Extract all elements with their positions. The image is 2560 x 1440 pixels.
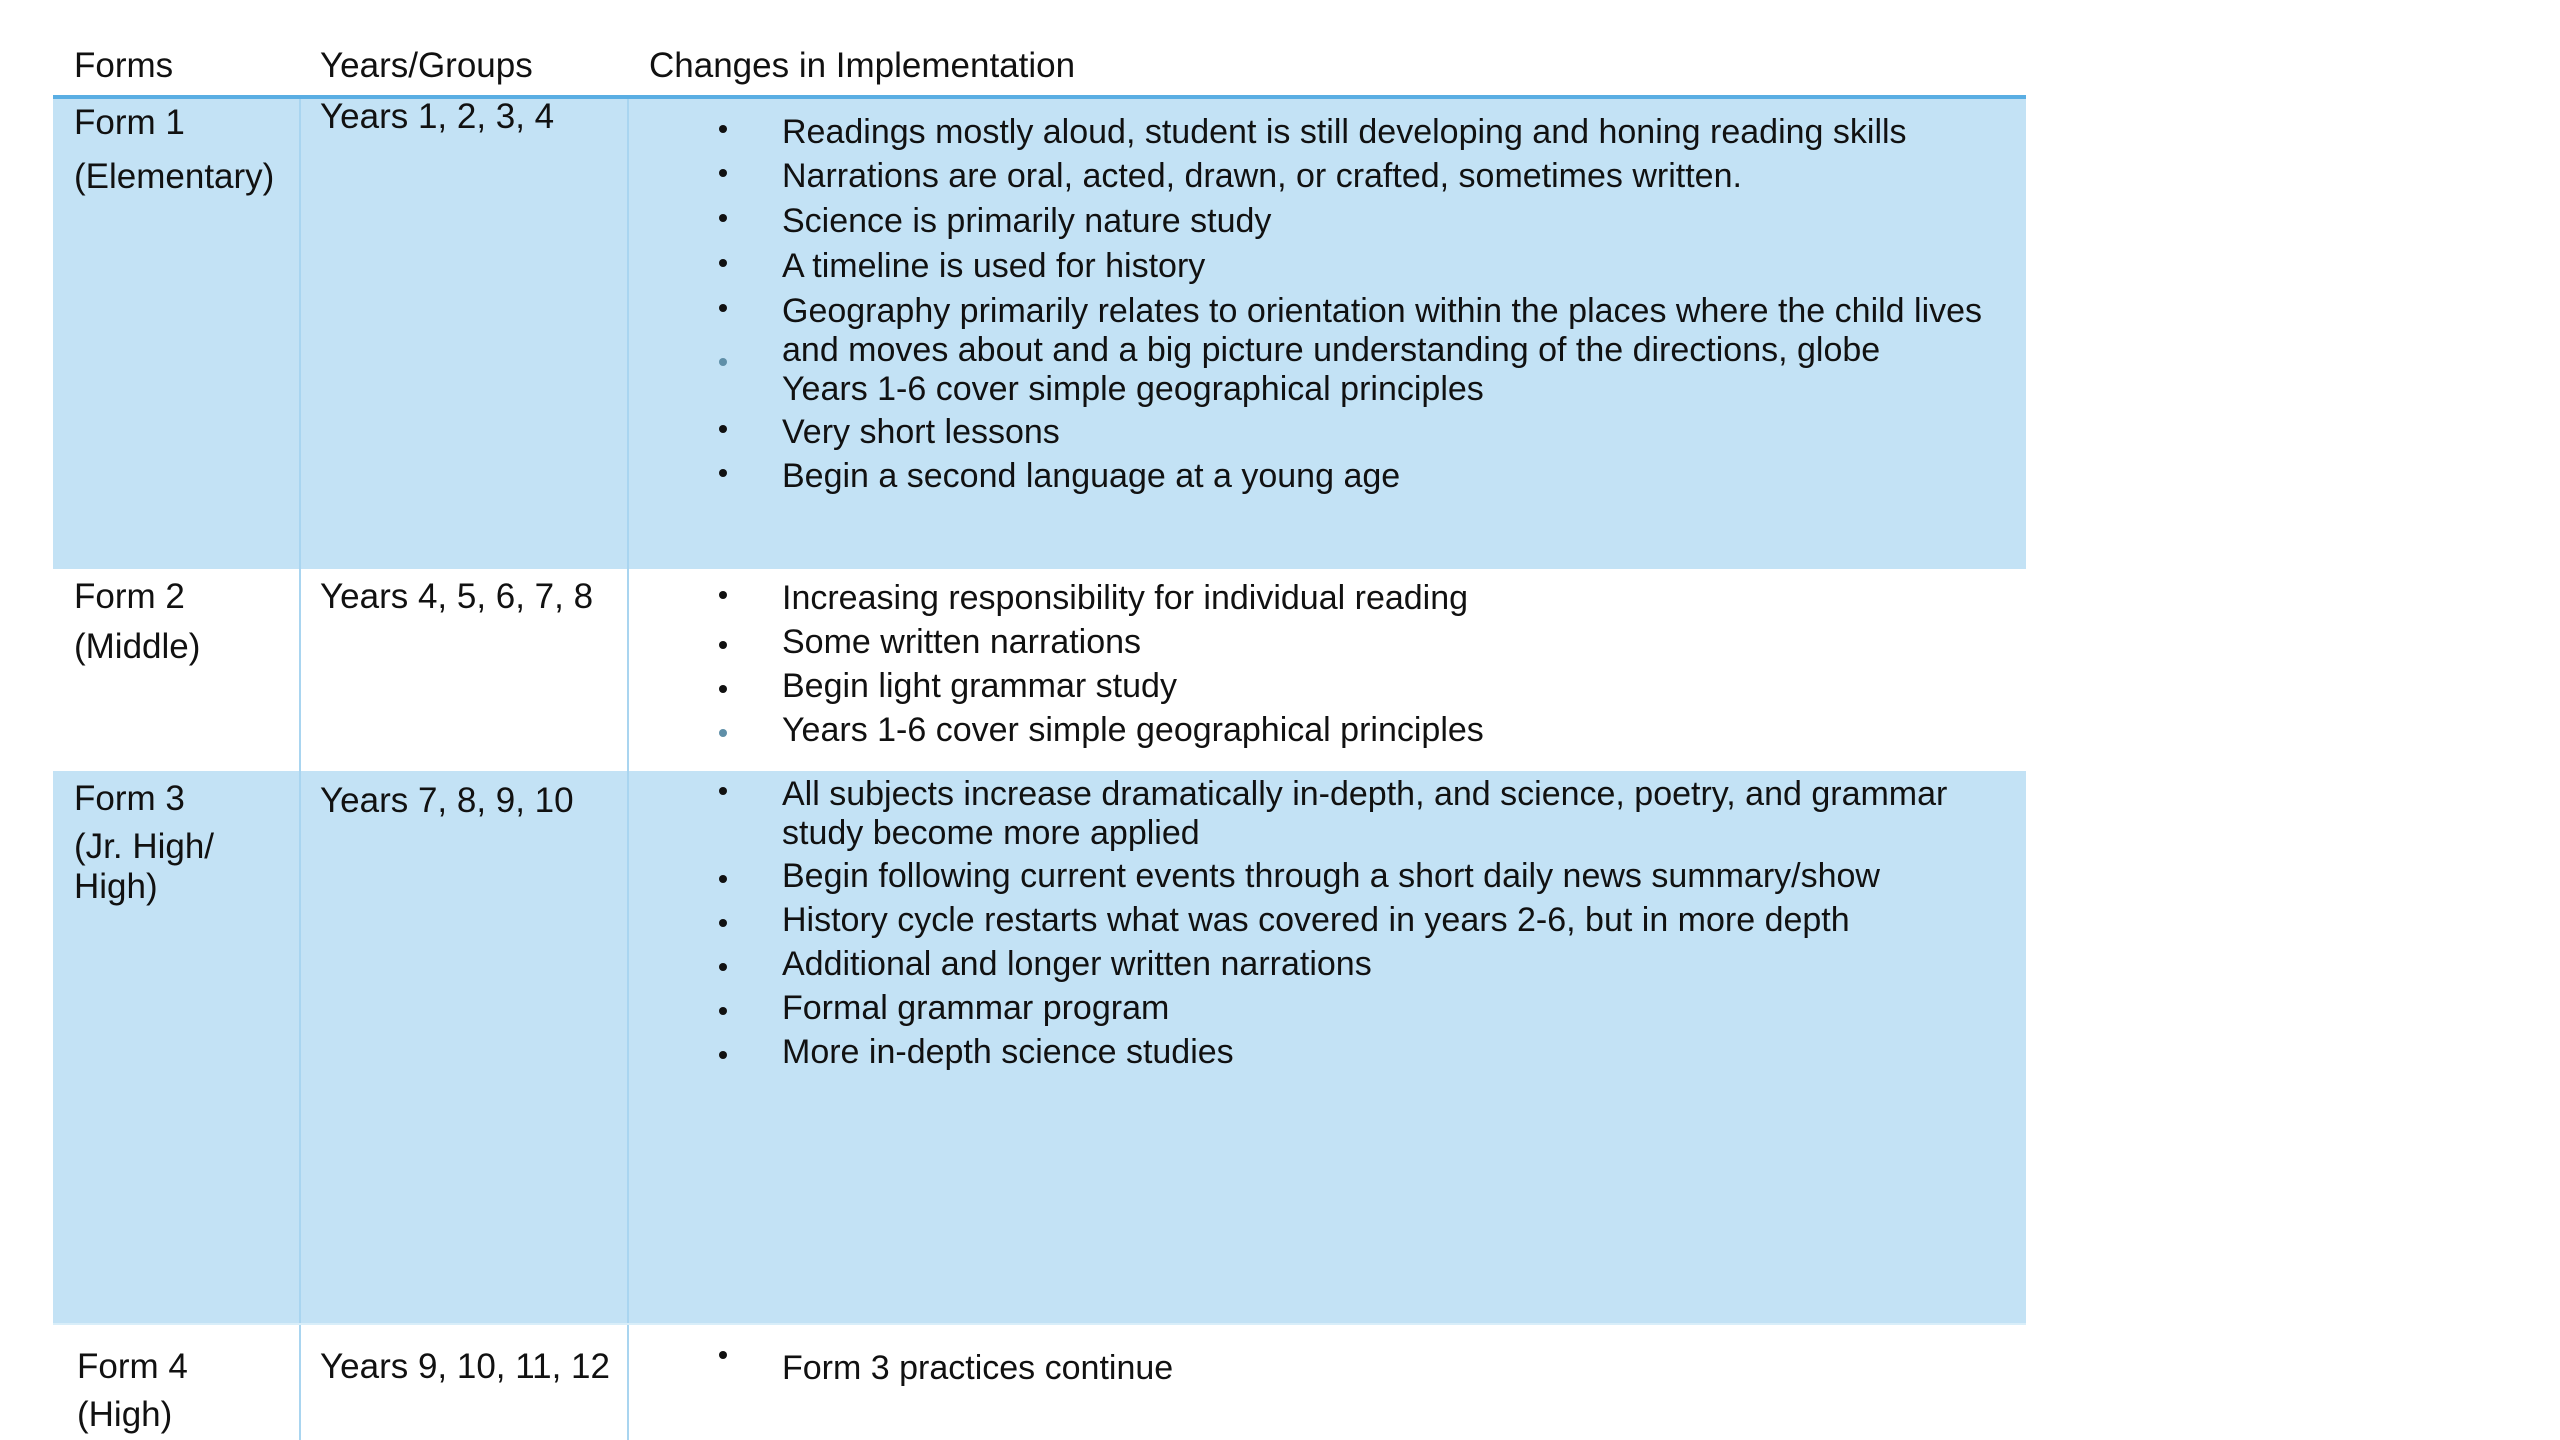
changes-list <box>629 1349 2026 1393</box>
list-item: Additional and longer written narrations <box>629 945 2026 984</box>
table-row-form-1 <box>53 99 2026 569</box>
changes-cell <box>629 771 2026 1323</box>
changes-list <box>629 775 2026 1077</box>
bullet-icon <box>719 304 727 312</box>
list-item: Years 1-6 cover simple geographical principles <box>629 711 2026 750</box>
changes-cell <box>629 99 2026 569</box>
list-item: Geography primarily relates to orientation within the places where the child lives <box>629 292 2026 331</box>
bullet-icon <box>719 919 727 927</box>
form-cell <box>53 1325 301 1440</box>
list-item: study become more applied <box>782 814 1200 852</box>
list-item: Science is primarily nature study <box>629 202 2026 241</box>
years-text: Years 4, 5, 6, 7, 8 <box>320 577 594 616</box>
list-item: Some written narrations <box>629 623 2026 662</box>
header-forms: Forms <box>74 46 174 85</box>
form-name: Form 4 <box>77 1347 188 1386</box>
bullet-icon <box>719 1007 727 1015</box>
list-item: Very short lessons <box>629 413 2026 452</box>
form-name: Form 1 <box>74 103 185 142</box>
list-item: Narrations are oral, acted, drawn, or crafted, sometimes written. <box>629 157 2026 196</box>
bullet-icon <box>719 963 727 971</box>
bullet-icon <box>719 729 727 737</box>
form-name: Form 2 <box>74 577 185 616</box>
form-level: (High) <box>77 1395 173 1434</box>
list-item: Begin a second language at a young age <box>629 457 2026 496</box>
header-years-groups: Years/Groups <box>320 46 533 85</box>
years-text: Years 1, 2, 3, 4 <box>320 97 555 136</box>
form-cell <box>53 99 301 569</box>
header-changes: Changes in Implementation <box>649 46 1076 85</box>
list-item: Begin following current events through a short daily news summary/show <box>629 857 2026 896</box>
bullet-icon <box>719 214 727 222</box>
form-cell <box>53 771 301 1323</box>
changes-cell <box>629 1325 2026 1440</box>
changes-list <box>629 113 2026 501</box>
years-cell <box>301 771 629 1323</box>
list-item: More in-depth science studies <box>629 1033 2026 1072</box>
bullet-icon <box>719 169 727 177</box>
years-cell <box>301 569 629 771</box>
bullet-icon <box>719 125 727 133</box>
bullet-icon <box>719 358 727 366</box>
changes-cell <box>629 569 2026 771</box>
forms-table <box>53 40 2026 1434</box>
bullet-icon <box>719 425 727 433</box>
list-item: History cycle restarts what was covered in years 2-6, but in more depth <box>629 901 2026 940</box>
form-name: Form 3 <box>74 779 185 818</box>
bullet-icon <box>719 1051 727 1059</box>
years-cell <box>301 1325 629 1440</box>
table-row-form-4 <box>53 1325 2026 1440</box>
bullet-icon <box>719 1351 727 1359</box>
bullet-icon <box>719 259 727 267</box>
list-item: Increasing responsibility for individual reading <box>629 579 2026 618</box>
list-item: All subjects increase dramatically in-depth, and science, poetry, and grammar <box>629 775 2026 814</box>
list-item: A timeline is used for history <box>629 247 2026 286</box>
list-item: and moves about and a big picture understanding of the directions, globe <box>782 331 1881 369</box>
form-level: (Middle) <box>74 627 201 666</box>
list-item: Readings mostly aloud, student is still developing and honing reading skills <box>629 113 2026 152</box>
changes-list <box>629 579 2026 755</box>
list-item: Form 3 practices continue <box>629 1349 2026 1388</box>
bullet-icon <box>719 787 727 795</box>
years-cell <box>301 99 629 569</box>
years-text: Years 9, 10, 11, 12 <box>320 1347 610 1386</box>
form-level: (Elementary) <box>74 157 275 196</box>
list-item: Formal grammar program <box>629 989 2026 1028</box>
table-header <box>53 40 2026 99</box>
list-item: Begin light grammar study <box>629 667 2026 706</box>
table-row-form-2 <box>53 569 2026 771</box>
form-cell <box>53 569 301 771</box>
bullet-icon <box>719 469 727 477</box>
bullet-icon <box>719 875 727 883</box>
list-item: Years 1-6 cover simple geographical principles <box>629 370 2026 409</box>
table-row-form-3 <box>53 771 2026 1323</box>
years-text: Years 7, 8, 9, 10 <box>320 781 574 820</box>
bullet-icon <box>719 685 727 693</box>
bullet-icon <box>719 641 727 649</box>
bullet-icon <box>719 591 727 599</box>
form-level: (Jr. High/ High) <box>74 827 215 906</box>
